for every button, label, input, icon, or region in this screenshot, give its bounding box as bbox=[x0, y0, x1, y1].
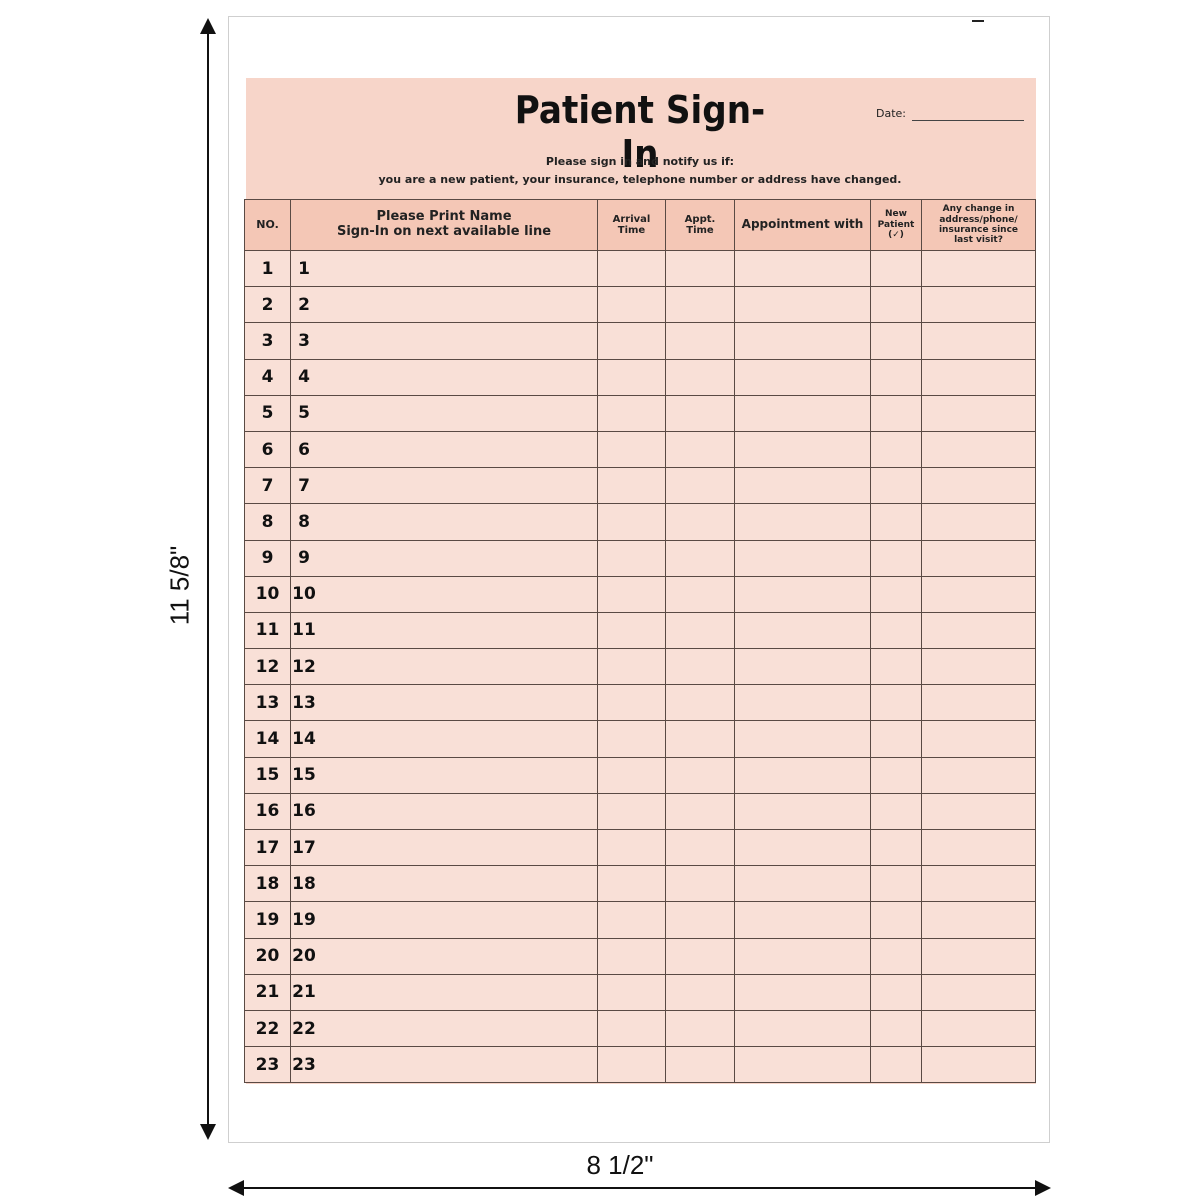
header-name-line1: Please Print Name bbox=[376, 209, 512, 225]
table-row bbox=[245, 431, 1036, 467]
appt-time-cell[interactable] bbox=[666, 685, 735, 721]
table-row bbox=[245, 902, 1036, 938]
any-change-cell[interactable] bbox=[922, 287, 1036, 323]
arrival-time-cell[interactable] bbox=[598, 685, 666, 721]
table-body bbox=[245, 251, 1036, 1083]
name-line-number: 10 bbox=[292, 584, 316, 605]
name-line-number: 8 bbox=[298, 511, 310, 532]
appointment-with-cell[interactable] bbox=[735, 504, 871, 540]
any-change-cell[interactable] bbox=[922, 395, 1036, 431]
header-change-line3: insurance since bbox=[938, 225, 1019, 235]
any-change-cell[interactable] bbox=[922, 649, 1036, 685]
row-number: 2 bbox=[245, 287, 291, 323]
any-change-cell[interactable] bbox=[922, 793, 1036, 829]
any-change-cell[interactable] bbox=[922, 576, 1036, 612]
any-change-cell[interactable] bbox=[922, 468, 1036, 504]
arrival-time-cell[interactable] bbox=[598, 359, 666, 395]
row-number: 7 bbox=[245, 468, 291, 504]
appointment-with-cell[interactable] bbox=[735, 287, 871, 323]
new-patient-cell[interactable] bbox=[871, 649, 922, 685]
appointment-with-cell[interactable] bbox=[735, 468, 871, 504]
new-patient-cell[interactable] bbox=[871, 902, 922, 938]
any-change-cell[interactable] bbox=[922, 866, 1036, 902]
height-arrow-bottom bbox=[200, 1124, 216, 1140]
name-line-number: 7 bbox=[298, 475, 310, 496]
header-new-line3: (✓) bbox=[888, 230, 904, 241]
appt-time-cell[interactable] bbox=[666, 323, 735, 359]
appointment-with-cell[interactable] bbox=[735, 866, 871, 902]
name-line-number: 6 bbox=[298, 439, 310, 460]
appointment-with-cell[interactable] bbox=[735, 1010, 871, 1046]
name-cell[interactable] bbox=[291, 685, 598, 721]
table-row bbox=[245, 938, 1036, 974]
appt-time-cell[interactable] bbox=[666, 395, 735, 431]
appointment-with-cell[interactable] bbox=[735, 540, 871, 576]
row-number: 8 bbox=[245, 504, 291, 540]
header-new-patient bbox=[871, 200, 922, 251]
table-row bbox=[245, 576, 1036, 612]
header-appt-line1: Appt. bbox=[684, 213, 716, 225]
new-patient-cell[interactable] bbox=[871, 468, 922, 504]
arrival-time-cell[interactable] bbox=[598, 576, 666, 612]
width-arrow-right bbox=[1035, 1180, 1051, 1196]
new-patient-cell[interactable] bbox=[871, 504, 922, 540]
arrival-time-cell[interactable] bbox=[598, 323, 666, 359]
name-line-number: 9 bbox=[298, 548, 310, 569]
appt-time-cell[interactable] bbox=[666, 251, 735, 287]
name-cell[interactable] bbox=[291, 359, 598, 395]
arrival-time-cell[interactable] bbox=[598, 431, 666, 467]
row-number: 6 bbox=[245, 431, 291, 467]
header-no: NO. bbox=[245, 200, 291, 251]
table-row bbox=[245, 395, 1036, 431]
row-number: 5 bbox=[245, 395, 291, 431]
appointment-with-cell[interactable] bbox=[735, 323, 871, 359]
arrival-time-cell[interactable] bbox=[598, 866, 666, 902]
table-row bbox=[245, 612, 1036, 648]
any-change-cell[interactable] bbox=[922, 612, 1036, 648]
name-cell[interactable] bbox=[291, 251, 598, 287]
name-cell[interactable] bbox=[291, 757, 598, 793]
new-patient-cell[interactable] bbox=[871, 974, 922, 1010]
any-change-cell[interactable] bbox=[922, 830, 1036, 866]
name-line-number: 18 bbox=[292, 873, 316, 894]
name-cell[interactable] bbox=[291, 902, 598, 938]
appt-time-cell[interactable] bbox=[666, 612, 735, 648]
name-line-number: 22 bbox=[292, 1018, 316, 1039]
row-number: 12 bbox=[245, 649, 291, 685]
any-change-cell[interactable] bbox=[922, 323, 1036, 359]
appointment-with-cell[interactable] bbox=[735, 757, 871, 793]
row-number: 10 bbox=[245, 576, 291, 612]
table-row bbox=[245, 323, 1036, 359]
header-new-line2: Patient bbox=[877, 219, 915, 230]
table-row bbox=[245, 468, 1036, 504]
new-patient-cell[interactable] bbox=[871, 830, 922, 866]
appt-time-cell[interactable] bbox=[666, 431, 735, 467]
arrival-time-cell[interactable] bbox=[598, 395, 666, 431]
name-cell[interactable] bbox=[291, 938, 598, 974]
name-cell[interactable] bbox=[291, 793, 598, 829]
appt-time-cell[interactable] bbox=[666, 1010, 735, 1046]
appt-time-cell[interactable] bbox=[666, 866, 735, 902]
new-patient-cell[interactable] bbox=[871, 1010, 922, 1046]
appt-time-cell[interactable] bbox=[666, 974, 735, 1010]
appt-time-cell[interactable] bbox=[666, 359, 735, 395]
row-number: 4 bbox=[245, 359, 291, 395]
arrival-time-cell[interactable] bbox=[598, 287, 666, 323]
row-number: 14 bbox=[245, 721, 291, 757]
appointment-with-cell[interactable] bbox=[735, 251, 871, 287]
appointment-with-cell[interactable] bbox=[735, 938, 871, 974]
header-any-change bbox=[922, 200, 1036, 251]
new-patient-cell[interactable] bbox=[871, 757, 922, 793]
row-number: 11 bbox=[245, 612, 291, 648]
appointment-with-cell[interactable] bbox=[735, 902, 871, 938]
any-change-cell[interactable] bbox=[922, 540, 1036, 576]
name-cell[interactable] bbox=[291, 649, 598, 685]
any-change-cell[interactable] bbox=[922, 938, 1036, 974]
row-number: 3 bbox=[245, 323, 291, 359]
table-row bbox=[245, 287, 1036, 323]
name-line-number: 20 bbox=[292, 946, 316, 967]
arrival-time-cell[interactable] bbox=[598, 504, 666, 540]
appt-time-cell[interactable] bbox=[666, 468, 735, 504]
row-number: 18 bbox=[245, 866, 291, 902]
new-patient-cell[interactable] bbox=[871, 431, 922, 467]
appointment-with-cell[interactable] bbox=[735, 685, 871, 721]
new-patient-cell[interactable] bbox=[871, 866, 922, 902]
name-line-number: 12 bbox=[292, 656, 316, 677]
appt-time-cell[interactable] bbox=[666, 1047, 735, 1083]
new-patient-cell[interactable] bbox=[871, 938, 922, 974]
arrival-time-cell[interactable] bbox=[598, 251, 666, 287]
table-row bbox=[245, 866, 1036, 902]
appointment-with-cell[interactable] bbox=[735, 1047, 871, 1083]
name-line-number: 1 bbox=[298, 258, 310, 279]
table-row bbox=[245, 540, 1036, 576]
any-change-cell[interactable] bbox=[922, 359, 1036, 395]
row-number: 16 bbox=[245, 793, 291, 829]
name-cell[interactable] bbox=[291, 612, 598, 648]
arrival-time-cell[interactable] bbox=[598, 1047, 666, 1083]
appt-time-cell[interactable] bbox=[666, 287, 735, 323]
appt-time-cell[interactable] bbox=[666, 938, 735, 974]
any-change-cell[interactable] bbox=[922, 1010, 1036, 1046]
new-patient-cell[interactable] bbox=[871, 612, 922, 648]
date-label: Date: bbox=[876, 107, 906, 120]
appointment-with-cell[interactable] bbox=[735, 395, 871, 431]
width-dimension-line bbox=[240, 1187, 1045, 1189]
table-row bbox=[245, 504, 1036, 540]
header-new-line1: New bbox=[885, 209, 907, 220]
name-line-number: 16 bbox=[292, 801, 316, 822]
date-field-line[interactable] bbox=[912, 120, 1024, 121]
new-patient-cell[interactable] bbox=[871, 395, 922, 431]
row-number: 15 bbox=[245, 757, 291, 793]
row-number: 22 bbox=[245, 1010, 291, 1046]
height-dimension-label: 11 5/8" bbox=[164, 545, 195, 626]
any-change-cell[interactable] bbox=[922, 902, 1036, 938]
appointment-with-cell[interactable] bbox=[735, 649, 871, 685]
name-line-number: 13 bbox=[292, 692, 316, 713]
name-cell[interactable] bbox=[291, 287, 598, 323]
name-line-number: 21 bbox=[292, 982, 316, 1003]
arrival-time-cell[interactable] bbox=[598, 540, 666, 576]
name-line-number: 11 bbox=[292, 620, 316, 641]
name-cell[interactable] bbox=[291, 468, 598, 504]
table-row bbox=[245, 1047, 1036, 1083]
table-row bbox=[245, 830, 1036, 866]
instruction-line-2: you are a new patient, your insurance, telephone number or address have changed. bbox=[378, 173, 902, 186]
arrival-time-cell[interactable] bbox=[598, 830, 666, 866]
appointment-with-cell[interactable] bbox=[735, 721, 871, 757]
row-number: 21 bbox=[245, 974, 291, 1010]
appointment-with-cell[interactable] bbox=[735, 974, 871, 1010]
table-row bbox=[245, 793, 1036, 829]
new-patient-cell[interactable] bbox=[871, 685, 922, 721]
new-patient-cell[interactable] bbox=[871, 1047, 922, 1083]
name-cell[interactable] bbox=[291, 1010, 598, 1046]
row-number: 19 bbox=[245, 902, 291, 938]
new-patient-cell[interactable] bbox=[871, 359, 922, 395]
name-cell[interactable] bbox=[291, 540, 598, 576]
name-cell[interactable] bbox=[291, 431, 598, 467]
name-line-number: 23 bbox=[292, 1054, 316, 1075]
row-number: 1 bbox=[245, 251, 291, 287]
new-patient-cell[interactable] bbox=[871, 251, 922, 287]
row-number: 17 bbox=[245, 830, 291, 866]
name-cell[interactable] bbox=[291, 504, 598, 540]
table-header-row bbox=[245, 200, 1036, 251]
name-cell[interactable] bbox=[291, 721, 598, 757]
new-patient-cell[interactable] bbox=[871, 576, 922, 612]
any-change-cell[interactable] bbox=[922, 721, 1036, 757]
any-change-cell[interactable] bbox=[922, 1047, 1036, 1083]
appt-time-cell[interactable] bbox=[666, 793, 735, 829]
header-change-line2: address/phone/ bbox=[939, 214, 1018, 225]
name-cell[interactable] bbox=[291, 830, 598, 866]
name-line-number: 2 bbox=[298, 294, 310, 315]
any-change-cell[interactable] bbox=[922, 431, 1036, 467]
row-number: 13 bbox=[245, 685, 291, 721]
name-line-number: 17 bbox=[292, 837, 316, 858]
name-cell[interactable] bbox=[291, 1047, 598, 1083]
appointment-with-cell[interactable] bbox=[735, 359, 871, 395]
new-patient-cell[interactable] bbox=[871, 540, 922, 576]
table-row bbox=[245, 757, 1036, 793]
row-number: 23 bbox=[245, 1047, 291, 1083]
name-line-number: 15 bbox=[292, 765, 316, 786]
any-change-cell[interactable] bbox=[922, 251, 1036, 287]
header-arrival-line1: Arrival bbox=[612, 213, 651, 225]
arrival-time-cell[interactable] bbox=[598, 649, 666, 685]
arrival-time-cell[interactable] bbox=[598, 793, 666, 829]
height-dimension-line bbox=[207, 30, 209, 1135]
appt-time-cell[interactable] bbox=[666, 757, 735, 793]
table-row bbox=[245, 721, 1036, 757]
name-cell[interactable] bbox=[291, 974, 598, 1010]
header-arrival-line2: Time bbox=[617, 225, 646, 236]
table-row bbox=[245, 974, 1036, 1010]
new-patient-cell[interactable] bbox=[871, 793, 922, 829]
header-arrival-time bbox=[598, 200, 666, 251]
name-line-number: 5 bbox=[298, 403, 310, 424]
row-number: 20 bbox=[245, 938, 291, 974]
appt-time-cell[interactable] bbox=[666, 504, 735, 540]
appt-time-cell[interactable] bbox=[666, 830, 735, 866]
name-line-number: 3 bbox=[298, 330, 310, 351]
table-row bbox=[245, 359, 1036, 395]
arrival-time-cell[interactable] bbox=[598, 612, 666, 648]
arrival-time-cell[interactable] bbox=[598, 721, 666, 757]
appointment-with-cell[interactable] bbox=[735, 576, 871, 612]
header-appt-time bbox=[666, 200, 735, 251]
instruction-line-1: Please sign in and notify us if: bbox=[545, 155, 735, 168]
any-change-cell[interactable] bbox=[922, 504, 1036, 540]
sign-in-table bbox=[244, 199, 1036, 1083]
table-row bbox=[245, 1010, 1036, 1046]
name-line-number: 4 bbox=[298, 367, 310, 388]
new-patient-cell[interactable] bbox=[871, 721, 922, 757]
appt-time-cell[interactable] bbox=[666, 540, 735, 576]
header-change-line4: last visit? bbox=[954, 235, 1003, 246]
table-row bbox=[245, 685, 1036, 721]
any-change-cell[interactable] bbox=[922, 757, 1036, 793]
header-appt-line2: Time bbox=[686, 225, 714, 236]
form-title: Patient Sign-In bbox=[514, 88, 766, 176]
width-dimension-label: 8 1/2" bbox=[586, 1150, 654, 1180]
header-appointment-with: Appointment with bbox=[735, 200, 871, 251]
name-line-number: 19 bbox=[292, 909, 316, 930]
name-cell[interactable] bbox=[291, 323, 598, 359]
appointment-with-cell[interactable] bbox=[735, 612, 871, 648]
row-number: 9 bbox=[245, 540, 291, 576]
appt-time-cell[interactable] bbox=[666, 576, 735, 612]
appointment-with-cell[interactable] bbox=[735, 793, 871, 829]
appointment-with-cell[interactable] bbox=[735, 830, 871, 866]
arrival-time-cell[interactable] bbox=[598, 468, 666, 504]
name-cell[interactable] bbox=[291, 866, 598, 902]
arrival-time-cell[interactable] bbox=[598, 757, 666, 793]
header-name bbox=[291, 200, 598, 251]
table-row bbox=[245, 649, 1036, 685]
name-cell[interactable] bbox=[291, 576, 598, 612]
paper-mark bbox=[972, 20, 984, 22]
new-patient-cell[interactable] bbox=[871, 323, 922, 359]
new-patient-cell[interactable] bbox=[871, 287, 922, 323]
appointment-with-cell[interactable] bbox=[735, 431, 871, 467]
arrival-time-cell[interactable] bbox=[598, 938, 666, 974]
table-row bbox=[245, 251, 1036, 287]
arrival-time-cell[interactable] bbox=[598, 1010, 666, 1046]
appt-time-cell[interactable] bbox=[666, 902, 735, 938]
name-line-number: 14 bbox=[292, 729, 316, 750]
header-name-line2: Sign-In on next available line bbox=[336, 224, 552, 239]
appt-time-cell[interactable] bbox=[666, 721, 735, 757]
arrival-time-cell[interactable] bbox=[598, 902, 666, 938]
any-change-cell[interactable] bbox=[922, 685, 1036, 721]
appt-time-cell[interactable] bbox=[666, 649, 735, 685]
header-change-line1: Any change in bbox=[942, 204, 1015, 215]
any-change-cell[interactable] bbox=[922, 974, 1036, 1010]
arrival-time-cell[interactable] bbox=[598, 974, 666, 1010]
name-cell[interactable] bbox=[291, 395, 598, 431]
